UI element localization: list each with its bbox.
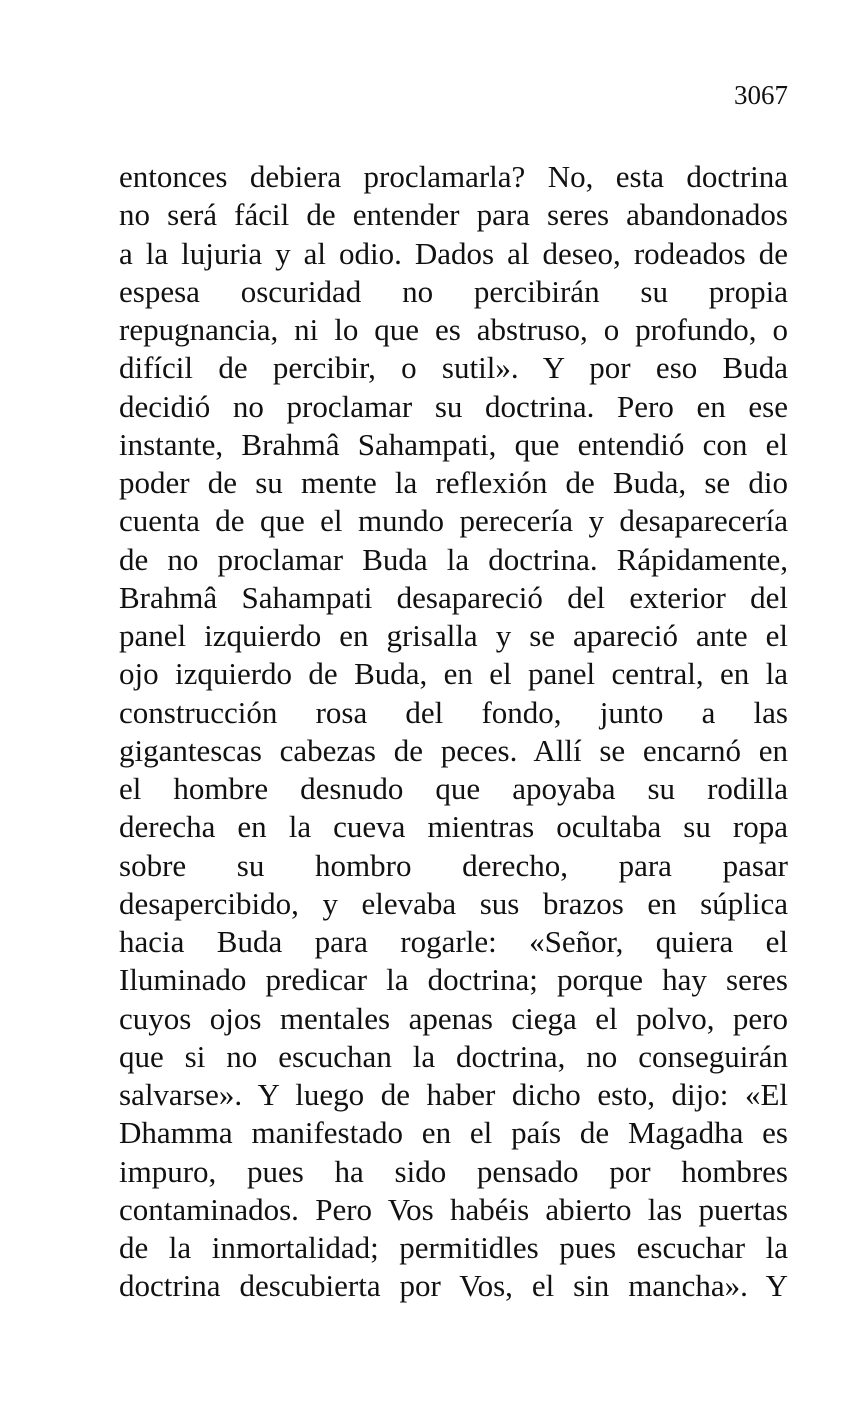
text-line: ojo izquierdo de Buda, en el panel central, en la xyxy=(119,656,788,692)
text-line: cuyos ojos mentales apenas ciega el polvo, pero xyxy=(119,1000,788,1036)
text-line: Iluminado predicar la doctrina; porque hay seres xyxy=(119,962,788,998)
text-line: de no proclamar Buda la doctrina. Rápidamente, xyxy=(119,541,788,577)
text-line: sobre su hombro derecho, para pasar xyxy=(119,847,788,883)
text-line: Brahmâ Sahampati desapareció del exterior del xyxy=(119,579,788,615)
text-line: decidió no proclamar su doctrina. Pero en ese xyxy=(119,388,788,424)
text-line: a la lujuria y al odio. Dados al deseo, rodeados de xyxy=(119,235,788,271)
text-line: Dhamma manifestado en el país de Magadha es xyxy=(119,1115,788,1151)
text-line: cuenta de que el mundo perecería y desaparecería xyxy=(119,503,788,539)
text-line: entonces debiera proclamarla? No, esta doctrina xyxy=(119,159,788,194)
text-line: de la inmortalidad; permitidles pues escuchar la xyxy=(119,1230,788,1265)
text-line: panel izquierdo en grisalla y se apareció ante el xyxy=(119,618,788,653)
text-line: el hombre desnudo que apoyaba su rodilla xyxy=(119,771,788,806)
page-number: 3067 xyxy=(734,80,788,110)
text-line: derecha en la cueva mientras ocultaba su ropa xyxy=(119,809,788,845)
text-line: no será fácil de entender para seres abandonados xyxy=(119,197,788,233)
text-line: difícil de percibir, o sutil». Y por eso Buda xyxy=(119,350,788,386)
text-line: salvarse». Y luego de haber dicho esto, dijo: «El xyxy=(119,1077,788,1112)
text-line: contaminados. Pero Vos habéis abierto las puertas xyxy=(119,1191,788,1227)
text-line: hacia Buda para rogarle: «Señor, quiera el xyxy=(119,924,788,959)
text-line: gigantescas cabezas de peces. Allí se encarnó en xyxy=(119,732,788,768)
text-line: instante, Brahmâ Sahampati, que entendió con el xyxy=(119,426,788,462)
text-line: doctrina descubierta por Vos, el sin mancha». Y xyxy=(119,1268,788,1304)
text-line: desapercibido, y elevaba sus brazos en súplica xyxy=(119,885,788,921)
text-line: construcción rosa del fondo, junto a las xyxy=(119,694,788,730)
text-line: espesa oscuridad no percibirán su propia xyxy=(119,273,788,309)
text-line: repugnancia, ni lo que es abstruso, o profundo, o xyxy=(119,312,788,347)
text-line: poder de su mente la reflexión de Buda, se dio xyxy=(119,465,788,500)
body-text xyxy=(119,158,788,1306)
text-line: impuro, pues ha sido pensado por hombres xyxy=(119,1153,788,1189)
text-line: que si no escuchan la doctrina, no conseguirán xyxy=(119,1038,788,1074)
